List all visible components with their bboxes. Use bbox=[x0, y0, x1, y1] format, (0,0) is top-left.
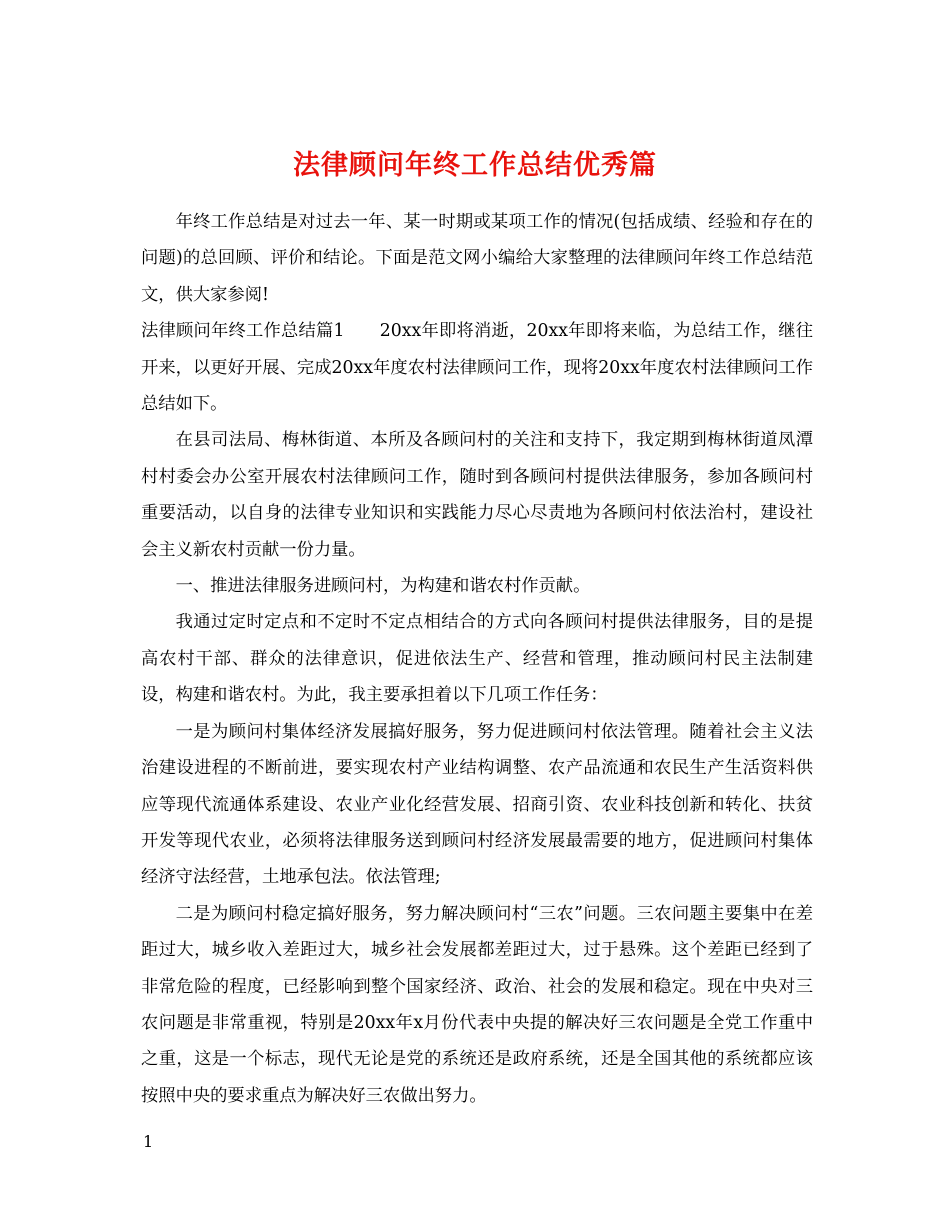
document-title: 法律顾问年终工作总结优秀篇 bbox=[293, 150, 657, 182]
body-paragraph: 在县司法局、梅林街道、本所及各顾问村的关注和支持下，我定期到梅林街道凤潭村村委会办公室开展农村法律顾问工作，随时到各顾问村提供法律服务，参加各顾问村重要活动，以自身的法律专业知识和实践能力尽心尽责地为各顾问村依法治村，建设社会主义新农村贡献一份力量。 bbox=[141, 430, 813, 560]
document-body bbox=[141, 204, 813, 1114]
page-number: 1 bbox=[143, 1132, 154, 1151]
body-paragraph: 一是为顾问村集体经济发展搞好服务，努力促进顾问村依法管理。随着社会主义法治建设进程的不断前进，要实现农村产业结构调整、农产品流通和农民生产生活资料供应等现代流通体系建设、农业产业化经营发展、招商引资、农业科技创新和转化、扶贫开发等现代农业，必须将法律服务送到顾问村经济发展最需要的地方，促进顾问村集体经济守法经营，土地承包法。依法管理; bbox=[141, 721, 813, 888]
section-opening-paragraph: 法律顾问年终工作总结篇1 20xx年即将消逝，20xx年即将来临，为总结工作，继往开来，以更好开展、完成20xx年度农村法律顾问工作，现将20xx年度农村法律顾问工作总结如下。 bbox=[141, 321, 813, 415]
intro-paragraph: 年终工作总结是对过去一年、某一时期或某项工作的情况(包括成绩、经验和存在的问题)的总回顾、评价和结论。下面是范文网小编给大家整理的法律顾问年终工作总结范文，供大家参阅! bbox=[141, 212, 813, 305]
body-paragraph: 二是为顾问村稳定搞好服务，努力解决顾问村“三农”问题。三农问题主要集中在差距过大，城乡收入差距过大，城乡社会发展都差距过大，过于悬殊。这个差距已经到了非常危险的程度，已经影响到整个国家经济、政治、社会的发展和稳定。现在中央对三农问题是非常重视，特别是20xx年x月份代表中央提的解决好三农问题是全党工作重中之重，这是一个标志，现代无论是党的系统还是政府系统，还是全国其他的系统都应该按照中央的要求重点为解决好三农做出努力。 bbox=[141, 903, 813, 1106]
body-paragraph: 我通过定时定点和不定时不定点相结合的方式向各顾问村提供法律服务，目的是提高农村干部、群众的法律意识，促进依法生产、经营和管理，推动顾问村民主法制建设，构建和谐农村。为此，我主要承担着以下几项工作任务： bbox=[141, 612, 813, 706]
section-heading-paragraph: 一、推进法律服务进顾问村，为构建和谐农村作贡献。 bbox=[175, 576, 591, 597]
